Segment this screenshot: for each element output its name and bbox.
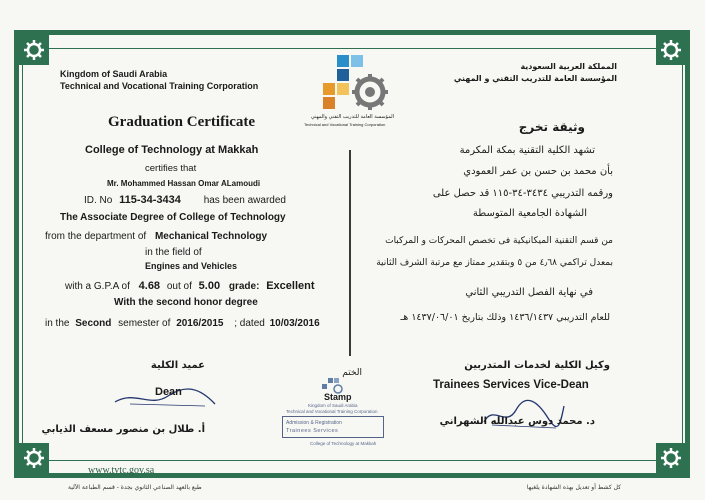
stamp-line-1: Kingdom of Saudi Arabia bbox=[308, 403, 358, 408]
gpa-max: 5.00 bbox=[198, 280, 221, 292]
vice-dean-name: د. محمد دوس عبدالله الشهراني bbox=[439, 416, 595, 427]
footer-note-left: طبع بالعهد الصناعي الثانوي بجدة - قسم الطباعة الآلية bbox=[68, 484, 202, 491]
title-arabic: وثيقة تخرج bbox=[518, 120, 585, 134]
department-row bbox=[45, 231, 267, 242]
in-the-text: in the bbox=[45, 318, 70, 329]
logo-english-text: Technical and Vocational Training Corporation bbox=[304, 122, 386, 127]
stamp-label-arabic: الختم bbox=[342, 368, 362, 378]
header-en-line2: Technical and Vocational Training Corporation bbox=[60, 81, 259, 91]
semester-row bbox=[45, 318, 320, 329]
gpa-value: 4.68 bbox=[138, 280, 161, 292]
semester-value: Second bbox=[75, 318, 112, 329]
id-row bbox=[84, 194, 286, 206]
vice-dean-label-arabic: وكيل الكلية لخدمات المتدربين bbox=[464, 360, 610, 371]
gpa-out-of: out of bbox=[166, 281, 192, 292]
official-stamp bbox=[282, 378, 384, 454]
title-english: Graduation Certificate bbox=[108, 114, 256, 130]
college-arabic: تشهد الكلية التقنية بمكة المكرمة bbox=[459, 145, 595, 156]
degree-english: The Associate Degree of College of Technology bbox=[60, 212, 286, 223]
id-arabic: ورقمه التدريبي ٣٤٣٤-٣٤-١١٥ قد حصل على bbox=[432, 188, 613, 199]
corner-ornament-bottom-right bbox=[656, 443, 686, 473]
certifies-text: certifies that bbox=[145, 163, 197, 174]
dean-label-english: Dean bbox=[155, 386, 182, 398]
gpa-prefix: with a G.P.A of bbox=[65, 281, 130, 292]
stamp-line-2: Technical and Vocational Training Corporation bbox=[286, 409, 378, 414]
grade-value: Excellent bbox=[266, 280, 315, 292]
degree-arabic: الشهادة الجامعية المتوسطة bbox=[472, 208, 587, 219]
stamp-line-4: Trainees Services bbox=[286, 428, 339, 434]
center-divider bbox=[349, 150, 351, 356]
gpa-arabic: بمعدل تراكمي ٤٫٦٨ من ٥ وبتقدير ممتاز مع مرتبة الشرف الثانية bbox=[376, 258, 613, 268]
department-value: Mechanical Technology bbox=[154, 231, 268, 242]
field-value: Engines and Vehicles bbox=[145, 261, 238, 271]
stamp-line-5: College of Technology at Makkah bbox=[310, 441, 377, 446]
stamp-line-3: Admission & Registration bbox=[286, 420, 342, 426]
name-arabic: بأن محمد بن حسن بن عمر العمودي bbox=[463, 166, 613, 177]
gpa-row bbox=[65, 280, 315, 292]
logo-arabic-text: المؤسسة العامة للتدريب التقني والمهني bbox=[310, 114, 394, 120]
vice-dean-label-english: Trainees Services Vice-Dean bbox=[433, 379, 589, 391]
honor-text: With the second honor degree bbox=[114, 297, 258, 308]
field-label: in the field of bbox=[145, 247, 202, 258]
dean-label-arabic: عميد الكلية bbox=[150, 360, 205, 371]
stamp-label-english: Stamp bbox=[324, 392, 352, 402]
dean-name: أ. طلال بن منصور مسعف الذيابي bbox=[41, 424, 205, 435]
id-label: ID. No bbox=[84, 195, 113, 206]
stamp-box bbox=[282, 416, 384, 438]
year-value: 2016/2015 bbox=[176, 318, 224, 329]
header-en-line1: Kingdom of Saudi Arabia bbox=[60, 69, 168, 79]
header-ar-line2: المؤسسة العامة للتدريب التقني و المهني bbox=[453, 74, 617, 83]
department-arabic: من قسم التقنية الميكانيكية فى تخصص المحركات و المركبات bbox=[385, 236, 613, 246]
grade-label: grade: bbox=[228, 281, 260, 292]
year-arabic: للعام التدريبي ١٤٣٦/١٤٣٧ وذلك بتاريخ ١٤٣٧/٠٦/٠١ هـ bbox=[400, 312, 610, 323]
department-prefix: from the department of bbox=[45, 231, 147, 242]
date-value: 10/03/2016 bbox=[269, 318, 320, 329]
corner-ornament-top-right bbox=[656, 35, 686, 65]
corner-ornament-bottom-left bbox=[19, 443, 49, 473]
footer-note-right: كل كشط أو تعديل بهذه الشهادة يلغيها bbox=[526, 484, 621, 491]
semester-arabic: في نهاية الفصل التدريبي الثاني bbox=[465, 287, 593, 298]
dated-label: ; dated bbox=[234, 318, 265, 329]
header-ar-line1: المملكة العربية السعودية bbox=[520, 62, 617, 71]
college-name-english: College of Technology at Makkah bbox=[85, 144, 259, 156]
id-value: 115-34-3434 bbox=[119, 194, 181, 206]
corner-ornament-top-left bbox=[19, 35, 49, 65]
graduate-name-english: Mr. Mohammed Hassan Omar ALamoudi bbox=[107, 179, 261, 188]
semester-label: semester of bbox=[118, 318, 171, 329]
tvtc-logo bbox=[304, 54, 402, 132]
awarded-text: has been awarded bbox=[203, 195, 286, 206]
footer-website[interactable]: www.tvtc.gov.sa bbox=[88, 465, 155, 476]
